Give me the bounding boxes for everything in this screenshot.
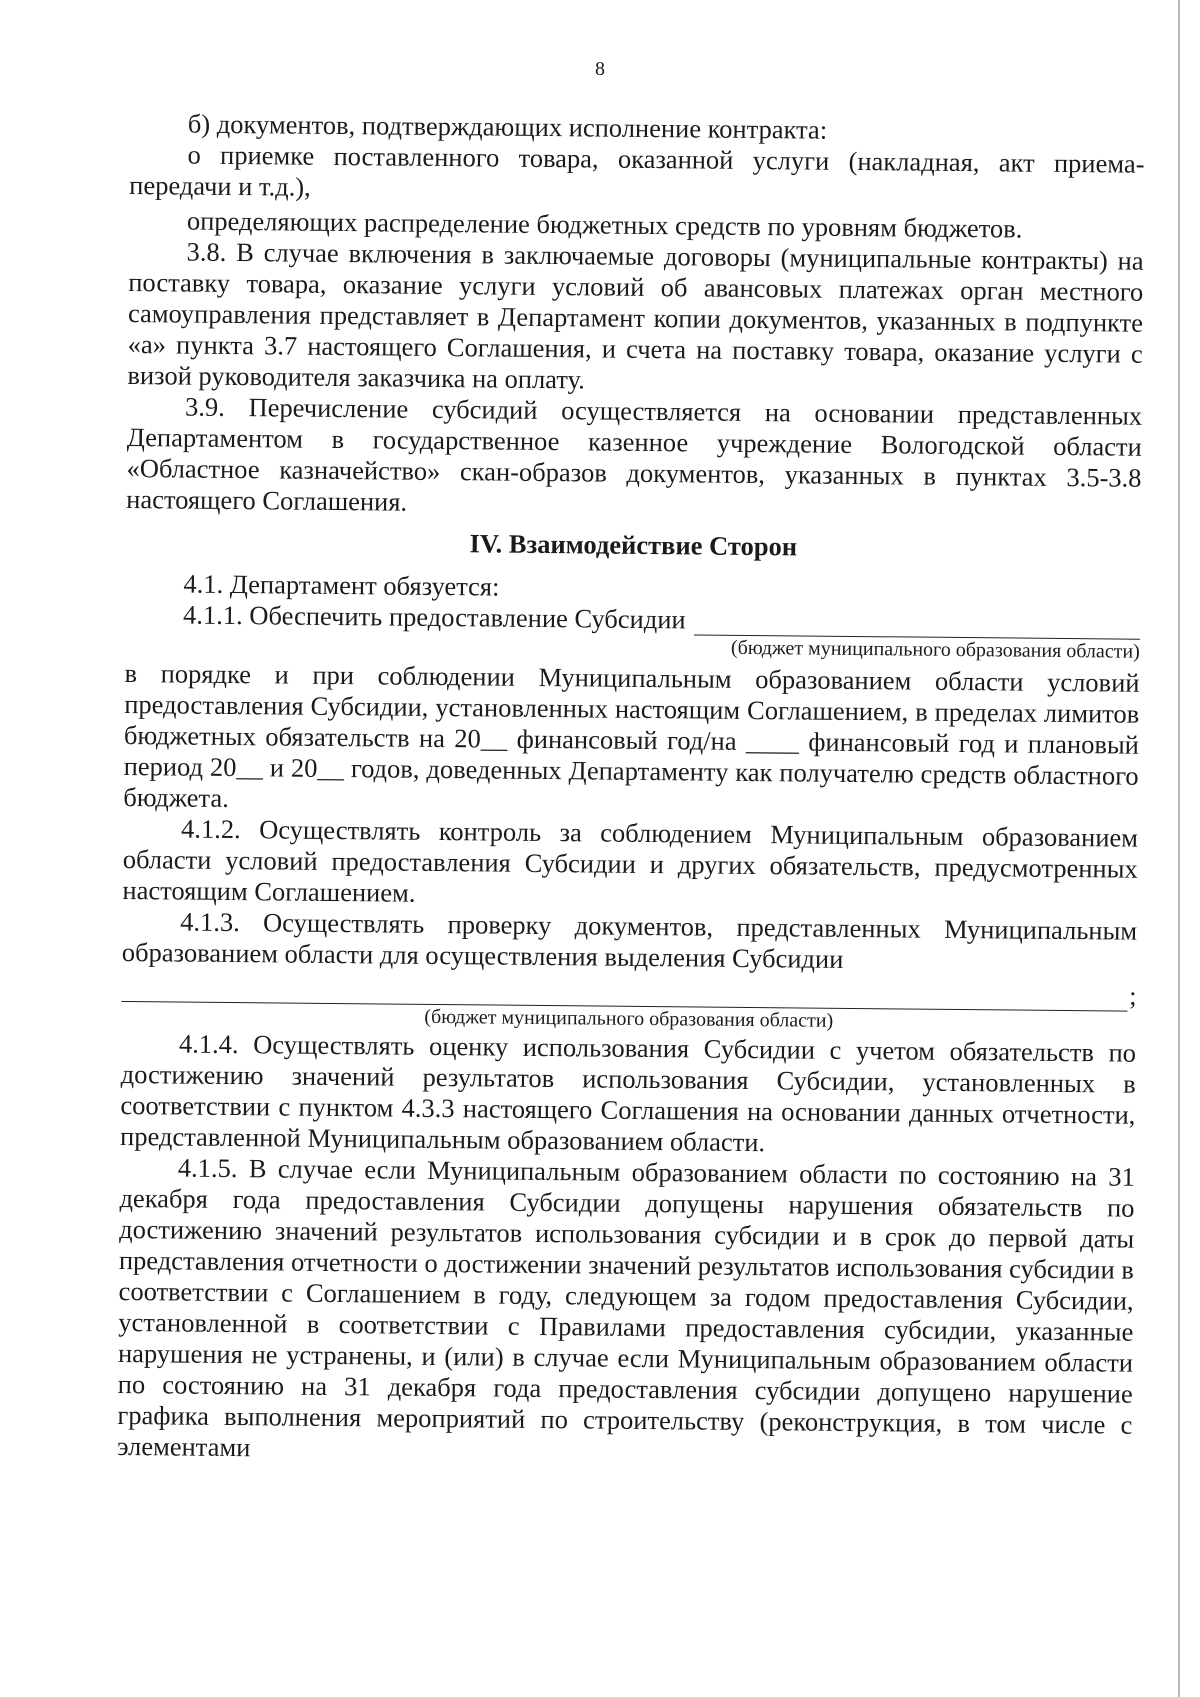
caption-budget-1: (бюджет муниципального образования области) [730, 636, 1140, 663]
page-edge [1178, 0, 1180, 1697]
section-heading: IV. Взаимодействие Сторон [469, 528, 798, 562]
caption-budget-2: (бюджет муниципального образования области) [424, 1005, 834, 1032]
paragraph-3-9: 3.9. Перечисление субсидий осуществляется на основании представленных Департаментом в государственное казенное учреждение Вологодской области «Областное казначейство» скан-образов документов, указанных в пунктах 3.5-3.8 настоящего Соглашения. [126, 391, 1143, 517]
paragraph-4-1-2: 4.1.2. Осуществлять контроль за соблюдением Муниципальным образованием области условий предоставления Субсидии и других обязательств, предусмотренных настоящим Соглашением. [122, 813, 1139, 908]
document-body [117, 108, 1145, 1472]
paragraph-4-1-1-lead: 4.1.1. Обеспечить предоставление Субсидии [182, 599, 686, 635]
paragraph-acceptance: о приемке поставленного товара, оказанной услуги (накладная, акт приема-передачи и т.д.), [129, 139, 1145, 202]
paragraph-4-1-4: 4.1.4. Осуществлять оценку использования Субсидии с учетом обязательств по достижению значений результатов использования Субсидии, установленных в соответствии с пунктом 4.3.3 настоящего Соглашения на основании данных отчетности, представленной Муниципальным образованием области. [119, 1028, 1137, 1158]
paragraph-3-8: 3.8. В случае включения в заключаемые договоры (муниципальные контракты) на поставку товара, оказание услуги условий об авансовых платежах орган местного самоуправления представляет в Департамент копии документов, указанных в подпункте «а» пункта 3.7 настоящего Соглашения, и счета на поставку товара, оказание услуги с визой руководителя заказчика на оплату. [127, 236, 1144, 395]
paragraph-4-1-3: 4.1.3. Осуществлять проверку документов, представленных Муниципальным образованием области для осуществления выделения Субсидии [121, 906, 1138, 974]
paragraph-distribution: определяющих распределение бюджетных средств по уровням бюджетов. [186, 205, 1023, 244]
paragraph-b-documents: б) документов, подтверждающих исполнение контракта: [187, 108, 828, 145]
paragraph-4-1-5: 4.1.5. В случае если Муниципальным образованием области по состоянию на 31 декабря года предоставления Субсидии допущены нарушения обязательств по достижению значений результатов использования субсидии и в срок до первой даты представления отчетности о достижении значений результатов использования субсидии в соответствии с Соглашением в году, следующем за годом предоставления Субсидии, установленной в соответствии с Правилами предоставления субсидии, указанные нарушения не устранены, и (или) в случае если Муниципальным образованием области по состоянию на 31 декабря года предоставления субсидии допущено нарушение графика выполнения мероприятий по строительству (реконструкция, в том числе с элементами [117, 1152, 1135, 1463]
page-number: 8 [595, 58, 605, 80]
paragraph-4-1-1-body: в порядке и при соблюдении Муниципальным образованием области условий предоставления Субсидии, установленных настоящим Соглашением, в пределах лимитов бюджетных обязательств на 20__ финансовый год/на ____ финансовый год и плановый период 20__ и 20__ годов, доведенных Департаменту как получателю средств областного бюджета. [123, 657, 1140, 813]
semicolon: ; [1129, 980, 1137, 1011]
paragraph-4-1: 4.1. Департамент обязуется: [183, 568, 500, 602]
